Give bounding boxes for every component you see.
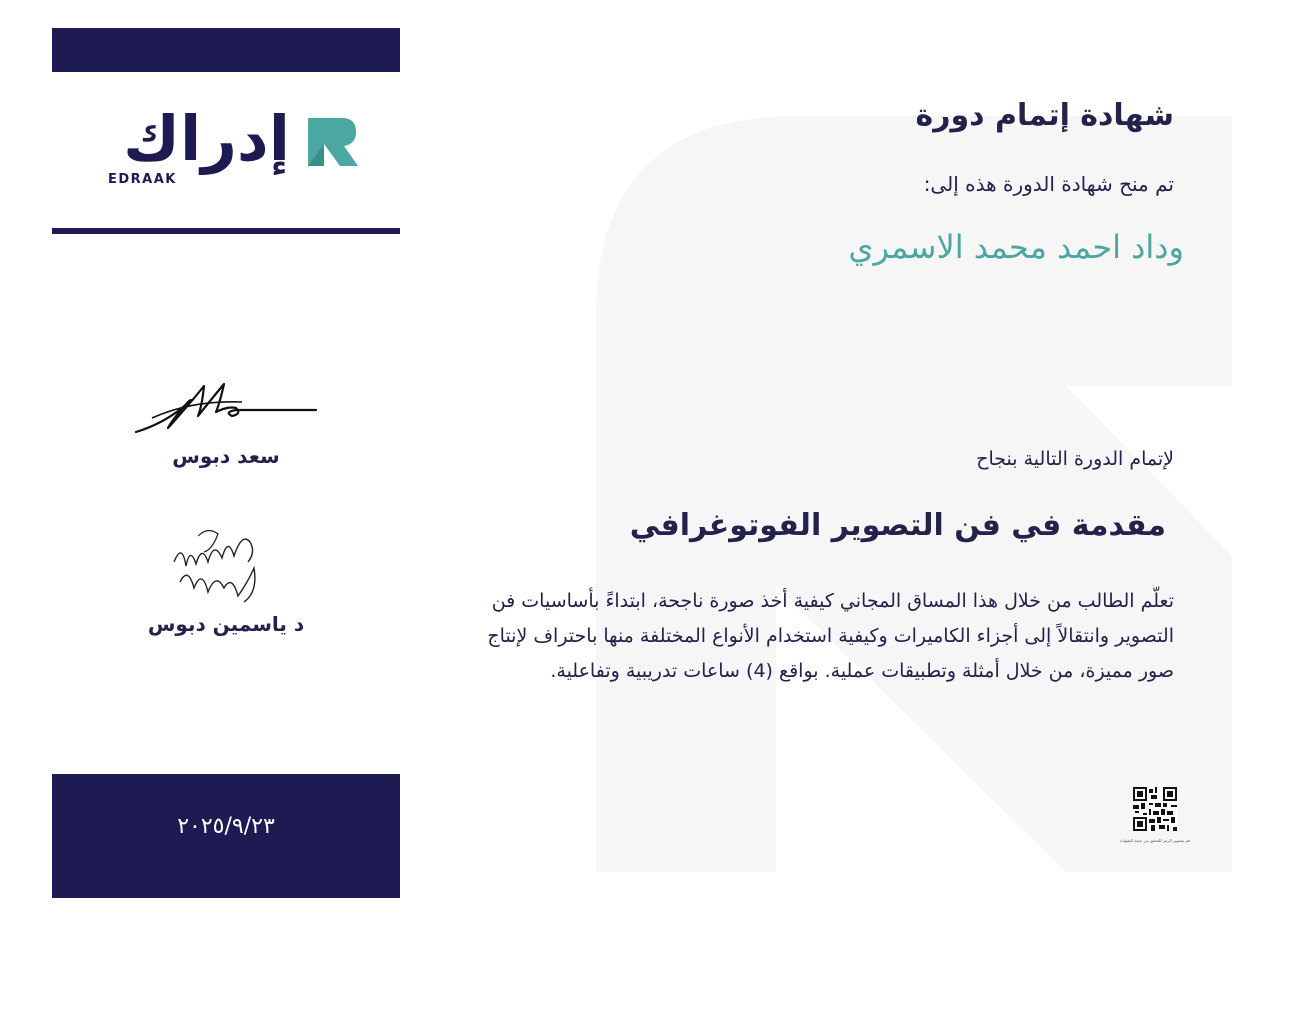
- top-banner: [52, 28, 400, 72]
- qr-code-icon[interactable]: [1133, 787, 1177, 831]
- signature-icon: [168, 522, 264, 608]
- course-description: تعلّم الطالب من خلال هذا المساق المجاني كيفية أخذ صورة ناجحة، ابتداءً بأساسيات فن التصوير وانتقالاً إلى أجزاء الكاميرات وكيفية استخدام الأنواع المختلفة منها باحتراف لإنتاج صور مميزة، من خلال أمثلة وتطبيقات عملية. بواقع (4) ساعات تدريبية وتفاعلية.: [487, 590, 1174, 682]
- signatory-name: د ياسمين دبوس: [147, 612, 305, 636]
- qr-caption: قم بتصوير الرمز للتحقق من صحة الشهادة: [1119, 838, 1191, 843]
- awarded-to-label: تم منح شهادة الدورة هذه إلى:: [923, 172, 1174, 196]
- signature-icon: [132, 372, 320, 442]
- divider: [52, 228, 400, 234]
- issue-date: ٢٠٢٥/٩/٢٣: [177, 814, 275, 839]
- logo-arrow-icon: [304, 114, 360, 170]
- recipient-name: وداد احمد محمد الاسمري: [848, 228, 1184, 266]
- completion-label: لإتمام الدورة التالية بنجاح: [976, 448, 1174, 470]
- signatory-name: سعد دبوس: [172, 444, 280, 468]
- edraak-logo: [100, 102, 360, 192]
- logo-wordmark: إدراك: [123, 102, 290, 175]
- logo-latin-text: EDRAAK: [108, 172, 177, 187]
- certificate-title: شهادة إتمام دورة: [915, 98, 1174, 133]
- course-title: مقدمة في فن التصوير الفوتوغرافي: [629, 508, 1166, 543]
- date-panel: [52, 774, 400, 898]
